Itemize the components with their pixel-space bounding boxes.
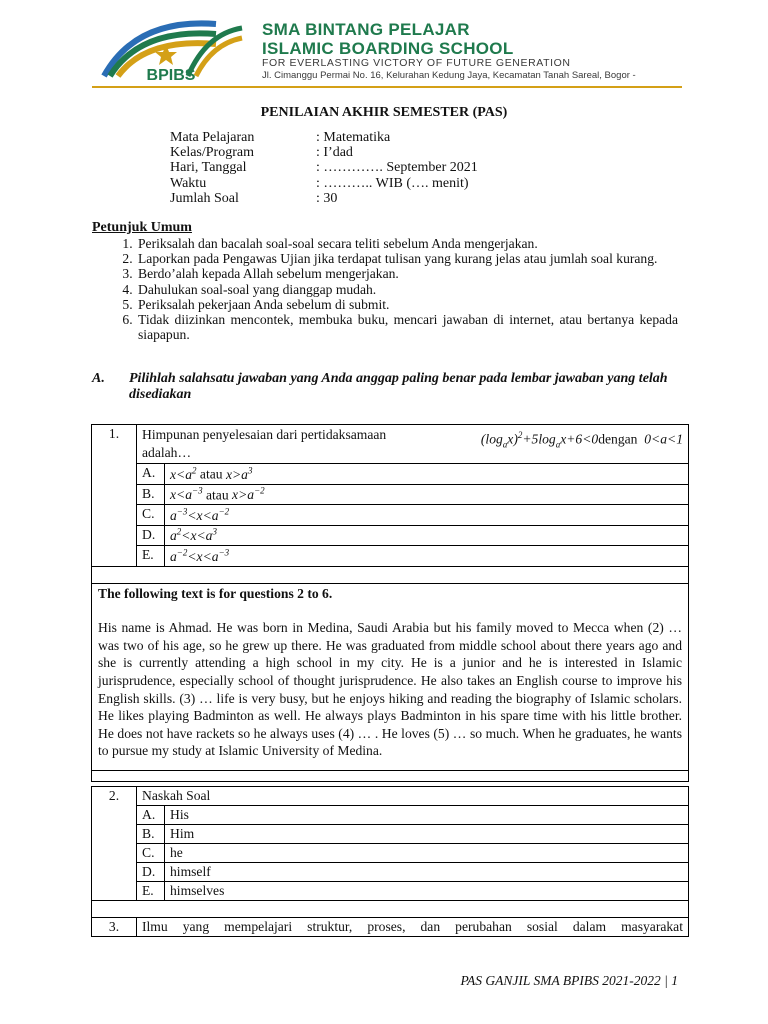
page-footer: PAS GANJIL SMA BPIBS 2021-2022 | 1 — [460, 973, 678, 988]
instruction-item: 2. Laporkan pada Pengawas Ujian jika terdapat tulisan yang kurang jelas atau jumlah soal kurang. — [136, 251, 678, 266]
option-letter: D. — [137, 525, 165, 546]
exam-title: PENILAIAN AKHIR SEMESTER (PAS) — [260, 105, 508, 120]
instruction-item: 1. Periksalah dan bacalah soal-soal secara teliti sebelum Anda mengerjakan. — [136, 236, 678, 251]
school-name-line2: ISLAMIC BOARDING SCHOOL — [262, 39, 514, 58]
school-address: Jl. Cimanggu Permai No. 16, Kelurahan Kedung Jaya, Kecamatan Tanah Sareal, Bogor - — [262, 70, 636, 81]
option-text: $a^{-3}<x<a^{-2}$ — [165, 505, 689, 526]
question-1-table — [91, 424, 689, 782]
option-letter: A. — [137, 806, 165, 825]
reading-passage — [92, 583, 689, 770]
question-stem: Ilmu yang mempelajari struktur, proses, dan perubahan sosial dalam masyarakat — [137, 918, 689, 937]
option-letter: D. — [137, 863, 165, 882]
question-number: 3. — [92, 918, 137, 937]
option-text: Him — [165, 825, 689, 844]
question-stem: Naskah Soal — [137, 787, 689, 806]
spacer-row — [92, 566, 689, 583]
instruction-item: 5. Periksalah pekerjaan Anda sebelum di submit. — [136, 297, 678, 312]
option-text: His — [165, 806, 689, 825]
option-text: $x<a^2$ atau $x>a^3$ — [165, 464, 689, 485]
passage-body: His name is Ahmad. He was born in Medina, Saudi Arabia but his family moved to Mecca when (2) … was two of his age, so he grew up there. He was graduated from middle school about there years ago and she is currently attending a high school in my city. He is a junior and he is interested in Islamic jurisprudence, especially school of thought jurisprudence. He also takes an English course to improve his English skills. (3) … life is very busy, but he enjoys hiking and reading the biography of Islamic scholars. He likes playing Badminton as well. He always plays Badminton in his spare time with his little brother. He does not have rackets so he always uses (4) … . He loves (5) … so much. When he graduates, he wants to pursue my study at Islamic University of Medina. — [98, 620, 682, 759]
header-divider — [92, 86, 682, 88]
instruction-item: 3. Berdo’alah kepada Allah sebelum mengerjakan. — [136, 266, 678, 281]
letterhead — [0, 0, 768, 100]
option-text: $a^2<x<a^3$ — [165, 525, 689, 546]
school-tagline: FOR EVERLASTING VICTORY OF FUTURE GENERATION — [262, 57, 571, 69]
option-letter: C. — [137, 844, 165, 863]
passage-heading: The following text is for questions 2 to 6. — [98, 585, 333, 601]
question-2-table — [91, 786, 689, 937]
option-text: $a^{-2}<x<a^{-3}$ — [165, 546, 689, 567]
option-letter: C. — [137, 505, 165, 526]
question-stem: Himpunan penyelesaian dari pertidaksamaan $(\log_ax)^2+5\log_ax+6<0dengan$ 0<a<1 adalah… — [137, 425, 689, 464]
logo-text: BPIBS — [146, 67, 196, 84]
info-row: Waktu : ……….. WIB (…. menit) — [170, 175, 469, 191]
spacer-row — [92, 771, 689, 782]
instructions-title: Petunjuk Umum — [92, 220, 192, 235]
school-logo-icon — [96, 14, 246, 84]
question-number: 1. — [92, 425, 137, 567]
option-letter: B. — [137, 825, 165, 844]
info-row: Jumlah Soal : 30 — [170, 190, 338, 206]
instruction-item: 4. Dahulukan soal-soal yang dianggap mudah. — [136, 282, 678, 297]
info-row: Mata Pelajaran : Matematika — [170, 130, 391, 145]
school-name-line1: SMA BINTANG PELAJAR — [262, 20, 470, 39]
question-number: 2. — [92, 787, 137, 901]
option-text: himselves — [165, 882, 689, 901]
instructions-list — [92, 236, 678, 342]
info-row: Hari, Tanggal : …………. September 2021 — [170, 160, 478, 176]
spacer-row — [92, 901, 689, 918]
info-row: Kelas/Program : I’dad — [170, 145, 353, 161]
option-letter: B. — [137, 484, 165, 505]
option-letter: E. — [137, 546, 165, 567]
option-text: $x<a^{-3}$ atau $x>a^{-2}$ — [165, 484, 689, 505]
exam-info — [170, 130, 478, 206]
option-text: himself — [165, 863, 689, 882]
inequality-expression: $(\log_ax)^2+5\log_ax+6<0dengan$ 0<a<1 — [480, 430, 683, 450]
option-letter: A. — [137, 464, 165, 485]
option-text: he — [165, 844, 689, 863]
option-letter: E. — [137, 882, 165, 901]
instruction-item: 6. Tidak diizinkan mencontek, membuka buku, mencari jawaban di internet, atau bertanya kepada siapapun. — [136, 312, 678, 342]
